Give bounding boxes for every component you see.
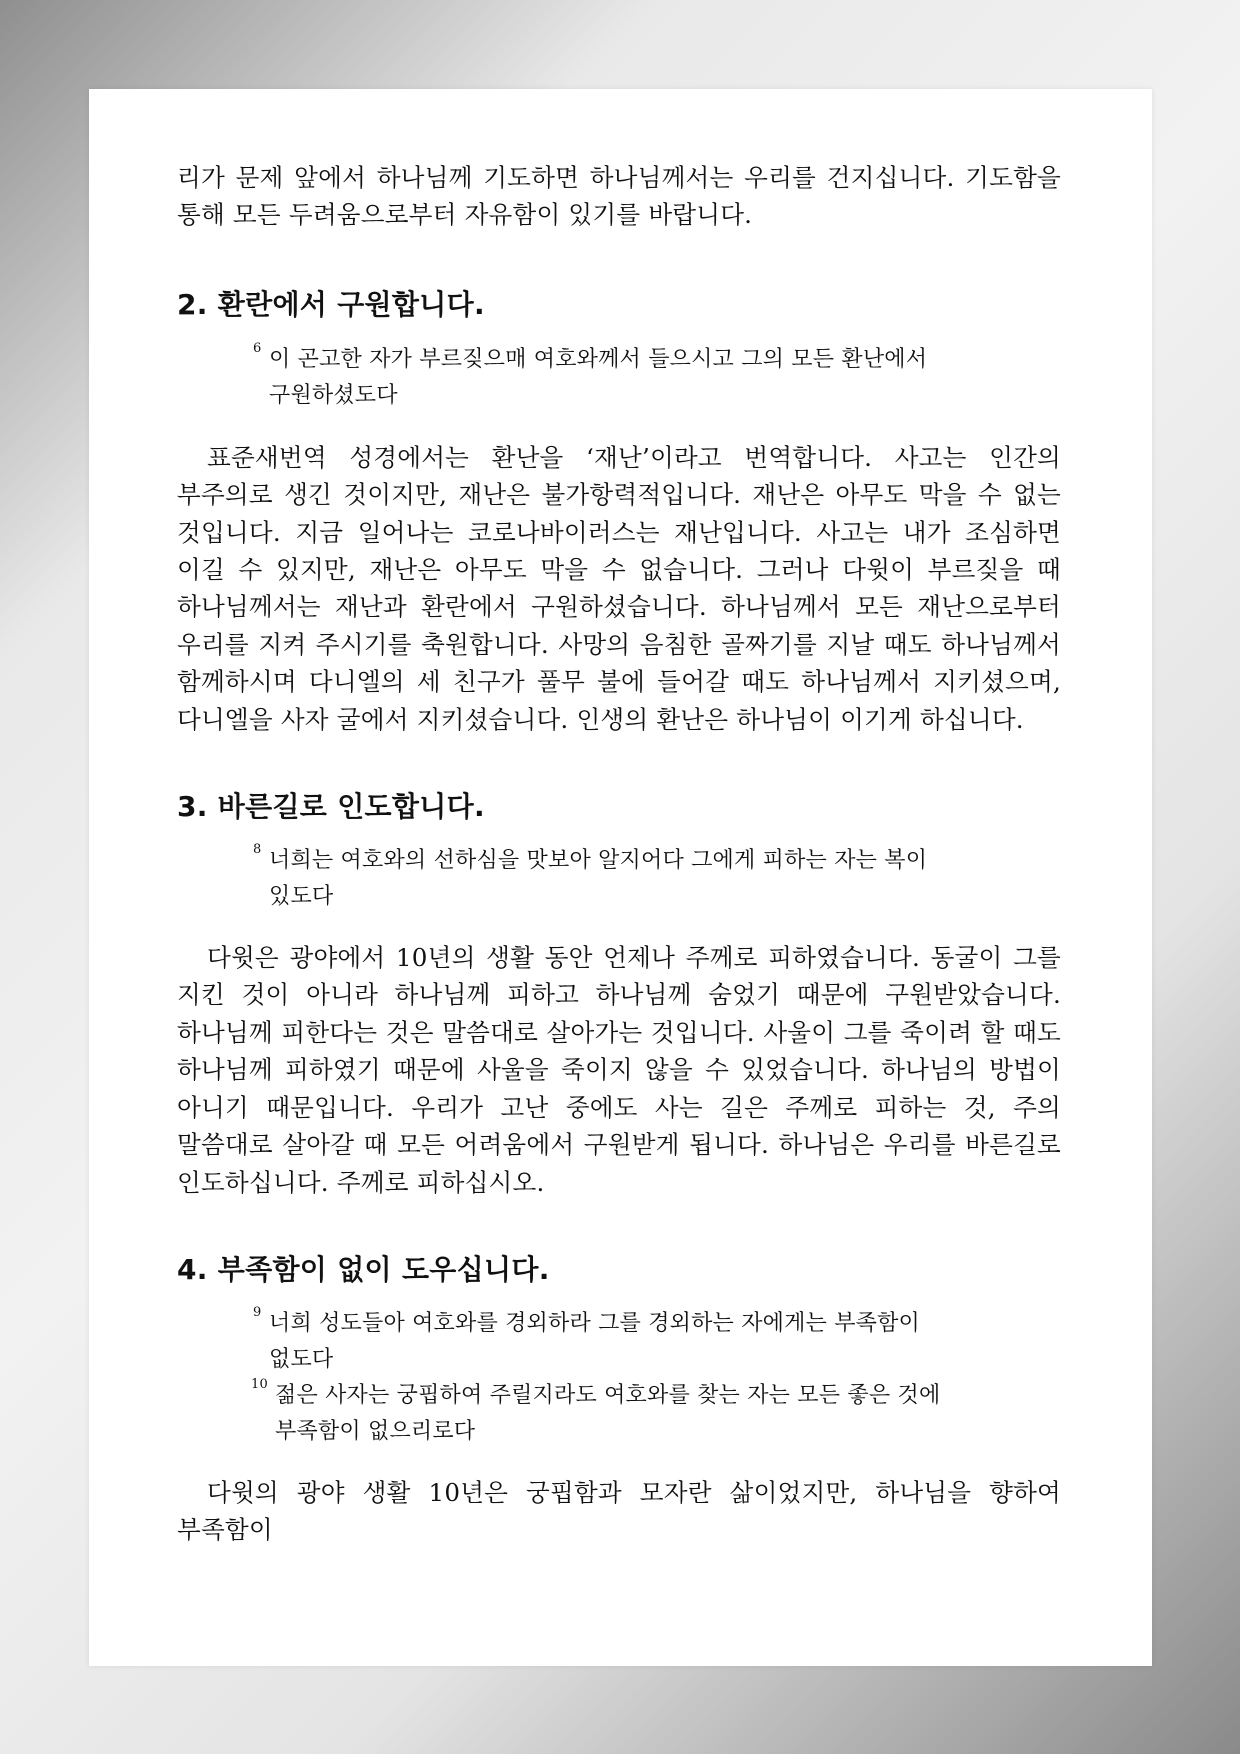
document-page (89, 89, 1152, 1666)
verse-text: 너희는 여호와의 선하심을 맛보아 알지어다 그에게 피하는 자는 복이 있도다 (269, 848, 928, 910)
verse-block-2 (255, 342, 990, 414)
verse-block-4 (251, 1304, 990, 1450)
verse-number: 8 (253, 842, 262, 858)
intro-paragraph: 리가 문제 앞에서 하나님께 기도하면 하나님께서는 우리를 건지십니다. 기도함을 통해 모든 두려움으로부터 자유함이 있기를 바랍니다. (177, 163, 1061, 230)
verse-8 (255, 843, 990, 915)
verse-number: 10 (251, 1376, 268, 1392)
verse-text: 너희 성도들아 여호와를 경외하라 그를 경외하는 자에게는 부족함이 없도다 (269, 1310, 921, 1372)
section-2-paragraph: 표준새번역 성경에서는 환난을 ‘재난’이라고 번역합니다. 사고는 인간의 부주의로 생긴 것이지만, 재난은 불가항력적입니다. 재난은 아무도 막을 수 없는 것입니다. 지금 일어나는 코로나바이러스는 재난입니다. 사고는 내가 조심하면 이길 수 있지만, 재난은 아무도 막을 수 없습니다. 그러나 다윗이 부르짖을 때 하나님께서는 재난과 환란에서 구원하셨습니다. 하나님께서 모든 재난으로부터 우리를 지켜 주시기를 축원합니다. 사망의 음침한 골짜기를 지날 때도 하나님께서 함께하시며 다니엘의 세 친구가 풀무 불에 들어갈 때도 하나님께서 지키셨으며, 다니엘을 사자 굴에서 지키셨습니다. 인생의 환난은 하나님이 이기게 하십니다. (177, 442, 1061, 734)
verse-9 (255, 1306, 990, 1378)
verse-6 (255, 342, 990, 414)
verse-number: 6 (253, 340, 262, 356)
verse-text: 이 곤고한 자가 부르짖으매 여호와께서 들으시고 그의 모든 환난에서 구원하셨도다 (269, 346, 928, 408)
section-4-paragraph: 다윗의 광야 생활 10년은 궁핍함과 모자란 삶이었지만, 하나님을 향하여 부족함이 (177, 1477, 1061, 1545)
section-heading-4: 4. 부족함이 없이 도우십니다. (177, 1252, 550, 1286)
verse-block-3 (255, 843, 990, 915)
section-3-paragraph: 다윗은 광야에서 10년의 생활 동안 언제나 주께로 피하였습니다. 동굴이 그를 지킨 것이 아니라 하나님께 피하고 하나님께 숨었기 때문에 구원받았습니다. 하나님께 피한다는 것은 말씀대로 살아가는 것입니다. 사울이 그를 죽이려 할 때도 하나님께 피하였기 때문에 사울을 죽이지 않을 수 있었습니다. 하나님의 방법이 아니기 때문입니다. 우리가 고난 중에도 사는 길은 주께로 피하는 것, 주의 말씀대로 살아갈 때 모든 어려움에서 구원받게 됩니다. 하나님은 우리를 바른길로 인도하십니다. 주께로 피하십시오. (177, 943, 1061, 1197)
section-heading-3: 3. 바른길로 인도합니다. (177, 790, 485, 824)
section-heading-2: 2. 환란에서 구원합니다. (177, 287, 485, 321)
page-content (177, 159, 1061, 1549)
verse-number: 9 (253, 1304, 262, 1320)
verse-10 (251, 1376, 990, 1450)
verse-text: 젊은 사자는 궁핍하여 주릴지라도 여호와를 찾는 자는 모든 좋은 것에 부족함이 없으리로다 (275, 1382, 941, 1444)
